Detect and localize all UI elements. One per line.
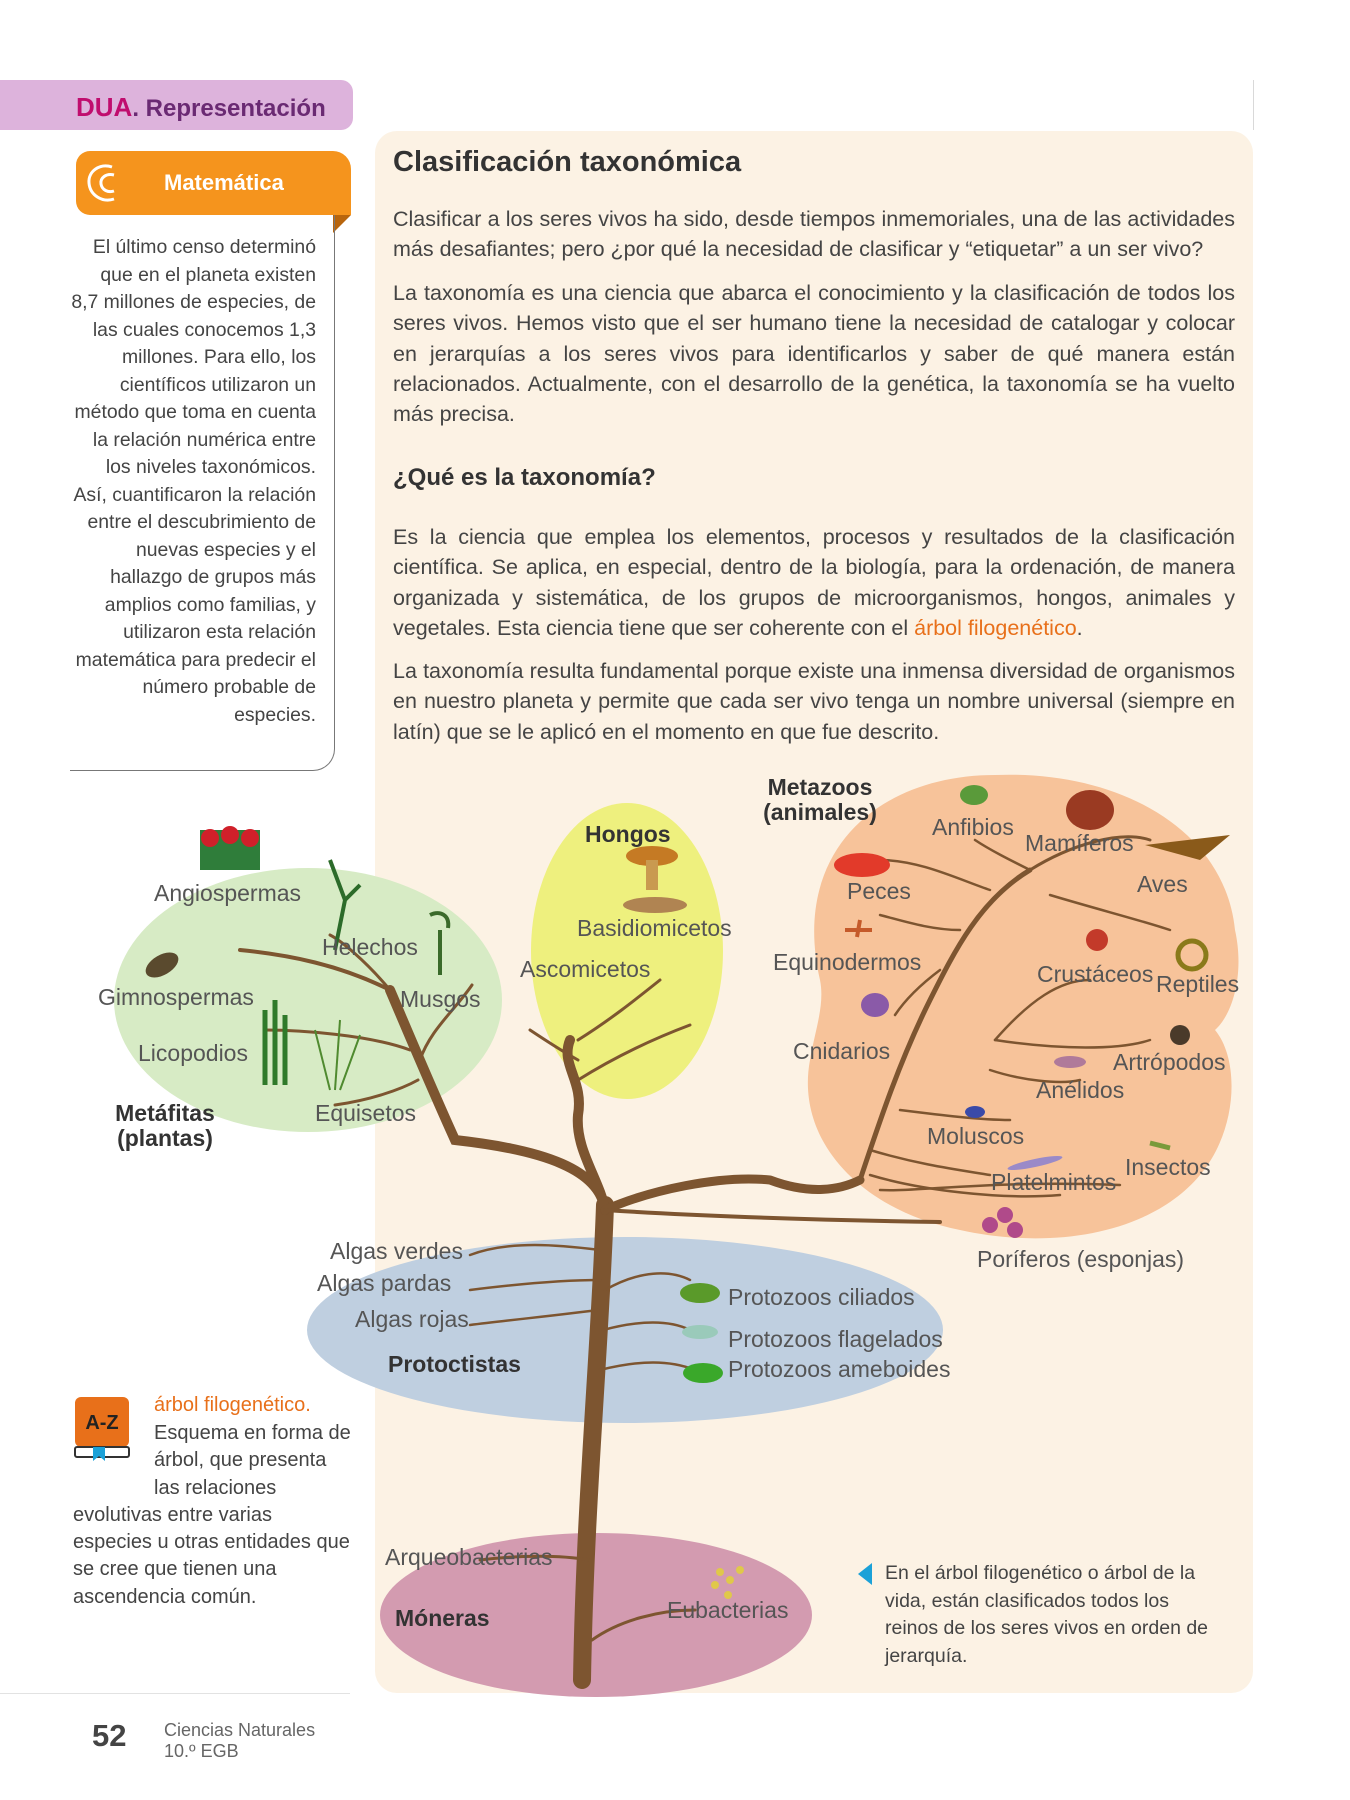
dua-title bbox=[76, 92, 326, 123]
figure-caption: En el árbol filogenético o árbol de la vida, están clasificados todos los reinos de los seres vivos en orden de jerarquía. bbox=[885, 1562, 1209, 1667]
label-anelidos: Anélidos bbox=[1036, 1077, 1125, 1103]
footer-grade: 10.º EGB bbox=[164, 1741, 239, 1761]
label-platelmintos: Platelmintos bbox=[991, 1169, 1117, 1195]
glossary-definition bbox=[73, 1420, 355, 1611]
label-ascomicetos: Ascomicetos bbox=[520, 956, 651, 982]
label-basidiomicetos: Basidiomicetos bbox=[577, 915, 732, 941]
label-protozoos-flagelados: Protozoos flagelados bbox=[728, 1326, 943, 1352]
group-metazoos-sub: (animales) bbox=[763, 799, 877, 825]
tulip-icon bbox=[200, 826, 260, 870]
rabbit-icon bbox=[1066, 790, 1114, 830]
label-gimnospermas: Gimnospermas bbox=[98, 984, 254, 1010]
group-metafitas-name: Metáfitas bbox=[115, 1100, 215, 1126]
spider-icon bbox=[1170, 1025, 1190, 1045]
group-metazoos bbox=[760, 775, 880, 825]
mussel-icon bbox=[965, 1106, 985, 1118]
section-subtitle: ¿Qué es la taxonomía? bbox=[393, 464, 656, 491]
label-angiospermas: Angiospermas bbox=[154, 880, 302, 906]
label-cnidarios: Cnidarios bbox=[793, 1038, 891, 1064]
label-mamiferos: Mamíferos bbox=[1025, 830, 1134, 856]
label-protozoos-ciliados: Protozoos ciliados bbox=[728, 1284, 915, 1310]
glossary-link[interactable]: árbol filogenético bbox=[914, 615, 1077, 640]
fungi-region bbox=[531, 803, 723, 1099]
amoeba-icon bbox=[683, 1363, 723, 1383]
label-moluscos: Moluscos bbox=[927, 1123, 1025, 1149]
frog-icon bbox=[960, 785, 988, 805]
connection-icon bbox=[76, 151, 140, 215]
group-protoctistas: Protoctistas bbox=[388, 1351, 521, 1377]
math-box-text: El último censo determinó que en el planeta existen 8,7 millones de especies, de las cuales conocemos 1,3 millones. Para ello, los científicos utilizaron un método que toma en cuenta la relación numérica entre los niveles taxonómicos. Así, cuantificaron la relación entre el descubrimiento de nuevas especies y el hallazgo de grupos más amplios como familias, y utilizaron esta relación matemática para predecir el número probable de especies. bbox=[71, 236, 316, 726]
jellyfish-icon bbox=[861, 993, 889, 1017]
label-algas-rojas: Algas rojas bbox=[355, 1306, 469, 1332]
footer-divider bbox=[0, 1693, 350, 1694]
label-algas-pardas: Algas pardas bbox=[317, 1270, 452, 1296]
glossary-definition-rest: evolutivas entre varias especies u otras entidades que se cree que tienen una ascendencia común. bbox=[73, 1503, 350, 1608]
label-crustaceos: Crustáceos bbox=[1037, 961, 1154, 987]
page-title: Clasificación taxonómica bbox=[393, 146, 742, 178]
label-equisetos: Equisetos bbox=[315, 1100, 417, 1126]
caption-arrow-icon bbox=[858, 1563, 872, 1585]
group-metafitas-sub: (plantas) bbox=[117, 1125, 213, 1151]
label-poriferos: Poríferos (esponjas) bbox=[977, 1246, 1185, 1272]
label-reptiles: Reptiles bbox=[1156, 971, 1240, 997]
flagellate-icon bbox=[682, 1325, 718, 1339]
importance-paragraph: La taxonomía resulta fundamental porque existe una inmensa diversidad de organismos en nuestro planeta y permite que cada ser vivo tenga un nombre universal (siempre en latín) que se le aplicó en el momento en que fue descrito. bbox=[393, 659, 1235, 744]
math-tab-fold bbox=[333, 215, 351, 233]
label-eubacterias: Eubacterias bbox=[667, 1597, 789, 1623]
label-insectos: Insectos bbox=[1125, 1154, 1211, 1180]
label-musgos: Musgos bbox=[400, 986, 481, 1012]
footer-subject: Ciencias Naturales bbox=[164, 1720, 316, 1740]
label-aves: Aves bbox=[1137, 871, 1188, 897]
label-licopodios: Licopodios bbox=[138, 1040, 248, 1066]
crab-icon bbox=[1086, 929, 1108, 951]
definition-text: Es la ciencia que emplea los elementos, procesos y resultados de la clasificación científica. Se aplica, en especial, dentro de la biología, para la ordenación, de manera organizada y sistemática, de los grupos de microorganismos, hongos, animales y vegetales. Esta ciencia tiene que ser coherente con el bbox=[393, 525, 1235, 640]
worm-icon bbox=[1054, 1056, 1086, 1068]
group-moneras: Móneras bbox=[395, 1605, 490, 1631]
definition-end: . bbox=[1076, 615, 1083, 640]
math-tab-title: Matemática bbox=[164, 170, 284, 195]
intro-paragraph: Clasificar a los seres vivos ha sido, desde tiempos inmemoriales, una de las actividades más desafiantes; pero ¿por qué la necesidad de clasificar y “etiquetar” a un ser vivo? bbox=[393, 207, 1235, 262]
label-artropodos: Artrópodos bbox=[1113, 1049, 1226, 1075]
page-number: 52 bbox=[92, 1718, 127, 1753]
group-metafitas bbox=[110, 1101, 220, 1151]
dua-prefix: DUA bbox=[76, 92, 133, 122]
label-protozoos-ameboides: Protozoos ameboides bbox=[728, 1356, 951, 1382]
label-peces: Peces bbox=[847, 878, 911, 904]
dictionary-icon-text: A-Z bbox=[85, 1412, 119, 1434]
taxonomy-paragraph: La taxonomía es una ciencia que abarca el conocimiento y la clasificación de todos los seres vivos. Hemos visto que el ser humano tiene la necesidad de catalogar y colocar en jerarquías a los seres vivos para identificarlos y saber de qué manera están relacionados. Actualmente, con el desarrollo de la genética, la taxonomía se ha vuelto más precisa. bbox=[393, 281, 1235, 427]
glossary-term: árbol filogenético. bbox=[154, 1394, 311, 1416]
group-hongos: Hongos bbox=[585, 821, 671, 847]
fish-icon bbox=[834, 853, 890, 877]
label-arqueobacterias: Arqueobacterias bbox=[385, 1544, 553, 1570]
ciliate-icon bbox=[680, 1283, 720, 1303]
label-algas-verdes: Algas verdes bbox=[330, 1238, 463, 1264]
definition-paragraph bbox=[393, 522, 1235, 643]
label-equinodermos: Equinodermos bbox=[773, 949, 922, 975]
dua-label: . Representación bbox=[132, 95, 326, 122]
group-metazoos-name: Metazoos bbox=[767, 774, 873, 800]
label-helechos: Helechos bbox=[322, 934, 418, 960]
glossary-definition-indented: Esquema en forma de árbol, que presenta las relaciones bbox=[154, 1422, 351, 1499]
divider bbox=[1253, 80, 1254, 130]
label-anfibios: Anfibios bbox=[932, 814, 1014, 840]
